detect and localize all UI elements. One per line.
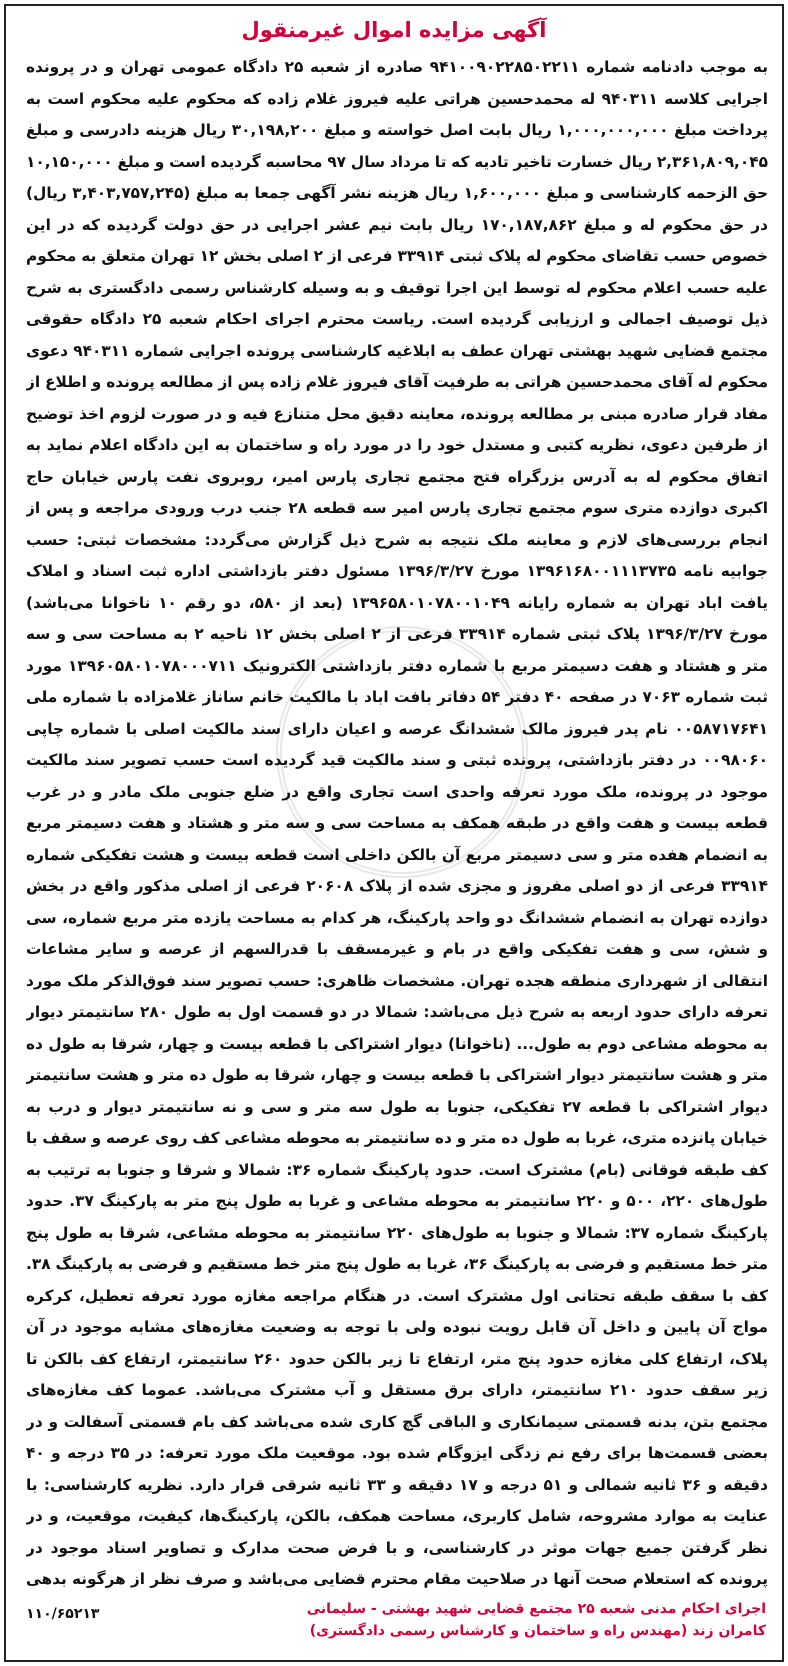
signature-block	[296, 1598, 766, 1642]
notice-footer	[22, 1598, 766, 1660]
signature-line-2: کامران زند (مهندس راه و ساختمان و کارشناس رسمی دادگستری)	[309, 1623, 766, 1639]
notice-header	[6, 12, 782, 52]
notice-body: به موجب دادنامه شماره ۹۴۱۰۰۹۰۲۲۸۵۰۲۲۱۱ صادره از شعبه ۲۵ دادگاه عمومی تهران و در پرونده اجرایی کلاسه ۹۴۰۳۱۱ له محمدحسین هراتی علیه فیروز غلام زاده که محکوم علیه محکوم است به پرداخت مبلغ ۱,۰۰۰,۰۰۰,۰۰۰ ریال بابت اصل خواسته و مبلغ ۳۰,۱۹۸,۲۰۰ ریال هزینه دادرسی و مبلغ ۲,۳۶۱,۸۰۹,۰۴۵ ریال خسارت تاخیر تادیه که تا مرداد سال ۹۷ محاسبه گردیده است و مبلغ ۱۰,۱۵۰,۰۰۰ حق الزحمه کارشناسی و مبلغ ۱,۶۰۰,۰۰۰ ریال هزینه نشر آگهی جمعا به مبلغ (۳,۴۰۳,۷۵۷,۲۴۵ ریال) در حق محکوم له و مبلغ ۱۷۰,۱۸۷,۸۶۲ ریال بابت نیم عشر اجرایی در حق دولت گردیده که در این خصوص حسب تقاضای محکوم له پلاک ثبتی ۳۳۹۱۴ فرعی از ۲ اصلی بخش ۱۲ تهران متعلق به محکوم علیه حسب اعلام محکوم له توسط این اجرا توقیف و به وسیله کارشناس رسمی دادگستری به شرح ذیل توصیف اجمالی و ارزیابی گردیده است. ریاست محترم اجرای احکام شعبه ۲۵ دادگاه حقوقی مجتمع قضایی شهید بهشتی تهران عطف به ابلاغیه کارشناسی پرونده اجرایی شماره ۹۴۰۳۱۱ دعوی محکوم له آقای محمدحسین هراتی به طرفیت آقای فیروز غلام زاده پس از مطالعه پرونده و اطلاع از مفاد قرار صادره مبنی بر مطالعه پرونده، معاینه دقیق محل متنازع فیه و در صورت لزوم اخذ توضیح از طرفین دعوی، نظریه کتبی و مستدل خود را در مورد راه و ساختمان به این دادگاه اعلام نماید به اتفاق محکوم له به آدرس بزرگراه فتح مجتمع تجاری پارس امیر، روبروی نفت پارس خیابان حاج اکبری دوازده متری سوم مجتمع تجاری پارس امیر سه قطعه ۲۸ جنب درب ورودی مراجعه و پس از انجام بررسی‌های لازم و معاینه ملک نتیجه به شرح ذیل گزارش می‌گردد: مشخصات ثبتی: حسب جوابیه نامه ۱۳۹۶۱۶۸۰۰۱۱۱۳۷۳۵ مورخ ۱۳۹۶/۳/۲۷ مسئول دفتر بازداشتی اداره ثبت اسناد و املاک یافت اباد تهران به شماره رایانه ۱۳۹۶۵۸۰۱۰۷۸۰۰۱۰۴۹ (بعد از ۵۸۰، دو رقم ۱۰ ناخوانا می‌باشد) مورخ ۱۳۹۶/۳/۲۷ پلاک ثبتی شماره ۳۳۹۱۴ فرعی از ۲ اصلی بخش ۱۲ ناحیه ۲ به مساحت سی و سه متر و هشتاد و هفت دسیمتر مربع با شماره دفتر بازداشتی الکترونیک ۱۳۹۶۰۵۸۰۱۰۷۸۰۰۰۷۱۱ مورد ثبت شماره ۷۰۶۳ در صفحه ۴۰ دفتر ۵۴ دفاتر بافت اباد با مالکیت خانم ساناز غلامزاده با شماره ملی ۰۰۵۸۷۱۷۶۴۱ نام پدر فیروز مالک ششدانگ عرصه و اعیان دارای سند مالکیت اصلی با شماره چاپی ۰۰۹۸۰۶۰ در دفتر بازداشتی، پرونده ثبتی و سند مالکیت قید گردیده است حسب تصویر سند مالکیت موجود در پرونده، ملک مورد تعرفه واحدی است تجاری واقع در ضلع جنوبی ملک مادر و در غرب قطعه بیست و هفت واقع در طبقه همکف به مساحت سی و سه متر و هشتاد و هفت دسیمتر مربع به انضمام هفده متر و سی دسیمتر مربع آن بالکن داخلی است قطعه بیست و هشت تفکیکی شماره ۳۳۹۱۴ فرعی از دو اصلی مفروز و مجزی شده از پلاک ۲۰۶۰۸ فرعی از اصلی مذکور واقع در بخش دوازده تهران به انضمام ششدانگ دو واحد پارکینگ، هر کدام به مساحت یازده متر مربع شماره، سی و شش، سی و هفت تفکیکی واقع در بام و غیرمسقف با قدرالسهم از عرصه و سایر مشاعات انتقالی از شهرداری منطقه هجده تهران. مشخصات ظاهری: حسب تصویر سند فوق‌الذکر ملک مورد تعرفه دارای حدود اربعه به شرح ذیل می‌باشد: شمالا در دو قسمت اول به طول ۲۸۰ سانتیمتر دیوار به محوطه مشاعی دوم به طول... (ناخوانا) دیوار اشتراکی با قطعه بیست و چهار، شرقا به طول ده متر و هشت سانتیمتر دیوار اشتراکی با قطعه بیست و چهار، شرقا به طول ده متر و هشت سانتیمتر دیوار اشتراکی با قطعه ۲۷ تفکیکی، جنوبا به طول سه متر و سی و نه سانتیمتر دیوار و درب به خیابان پانزده متری، غربا به طول ده متر و ده سانتیمتر به محوطه مشاعی کف روی عرصه و سقف با کف طبقه فوقانی (بام) مشترک است. حدود پارکینگ شماره ۳۶: شمالا و شرقا و جنوبا به ترتیب به طول‌های ۲۲۰، ۵۰۰ و ۲۲۰ سانتیمتر به محوطه مشاعی و غربا به طول پنج متر به پارکینگ ۳۷. حدود پارکینگ شماره ۳۷: شمالا و جنوبا به طول‌های ۲۲۰ سانتیمتر به محوطه مشاعی، شرقا به طول پنج متر خط مستقیم و فرضی به پارکینگ ۳۶، غربا به طول پنج متر خط مستقیم و فرضی به پارکینگ ۳۸. کف با سقف طبقه تحتانی اول مشترک است. در هنگام مراجعه مغازه مورد تعرفه تعطیل، کرکره مواج آن پایین و داخل آن قابل رویت نبوده ولی با توجه به وضعیت مغازه‌های مشابه موجود در آن پلاک، ارتفاع کلی مغازه حدود پنج متر، ارتفاع تا زیر بالکن حدود ۲۶۰ سانتیمتر، ارتفاع کف بالکن تا زیر سقف حدود ۲۱۰ سانتیمتر، دارای برق مستقل و آب مشترک می‌باشد. عموما کف مغازه‌های مجتمع بتن، بدنه قسمتی سیمانکاری و الباقی گچ کاری شده می‌باشد کف بام قسمتی آسفالت و در بعضی قسمت‌ها برای رفع نم زدگی ایزوگام شده بود. موقعیت ملک مورد تعرفه: در ۳۵ درجه و ۴۰ دقیقه و ۳۶ ثانیه شمالی و ۵۱ درجه و ۱۷ دقیقه و ۳۳ ثانیه شرقی قرار دارد. نظریه کارشناسی: با عنایت به موارد مشروحه، شامل کاربری، مساحت همکف، بالکن، پارکینگ‌ها، کیفیت، موقعیت، و در نظر گرفتن جمیع جهات موثر در کارشناسی، و با فرض صحت مدارک و تصاویر اسناد موجود در پرونده که استعلام صحت آنها در صلاحیت مقام محترم قضایی می‌باشد و صرف نظر از هرگونه بدهی	[26, 58, 768, 1588]
signature-line-1: اجرای احکام مدنی شعبه ۲۵ مجتمع قضایی شهید بهشتی - سلیمانی	[306, 1601, 766, 1617]
reference-number: ۱۱۰/۶۵۲۱۳	[26, 1606, 100, 1622]
notice-frame	[4, 4, 784, 1662]
notice-title: آگهی مزایده اموال غیرمنقول	[241, 18, 547, 42]
